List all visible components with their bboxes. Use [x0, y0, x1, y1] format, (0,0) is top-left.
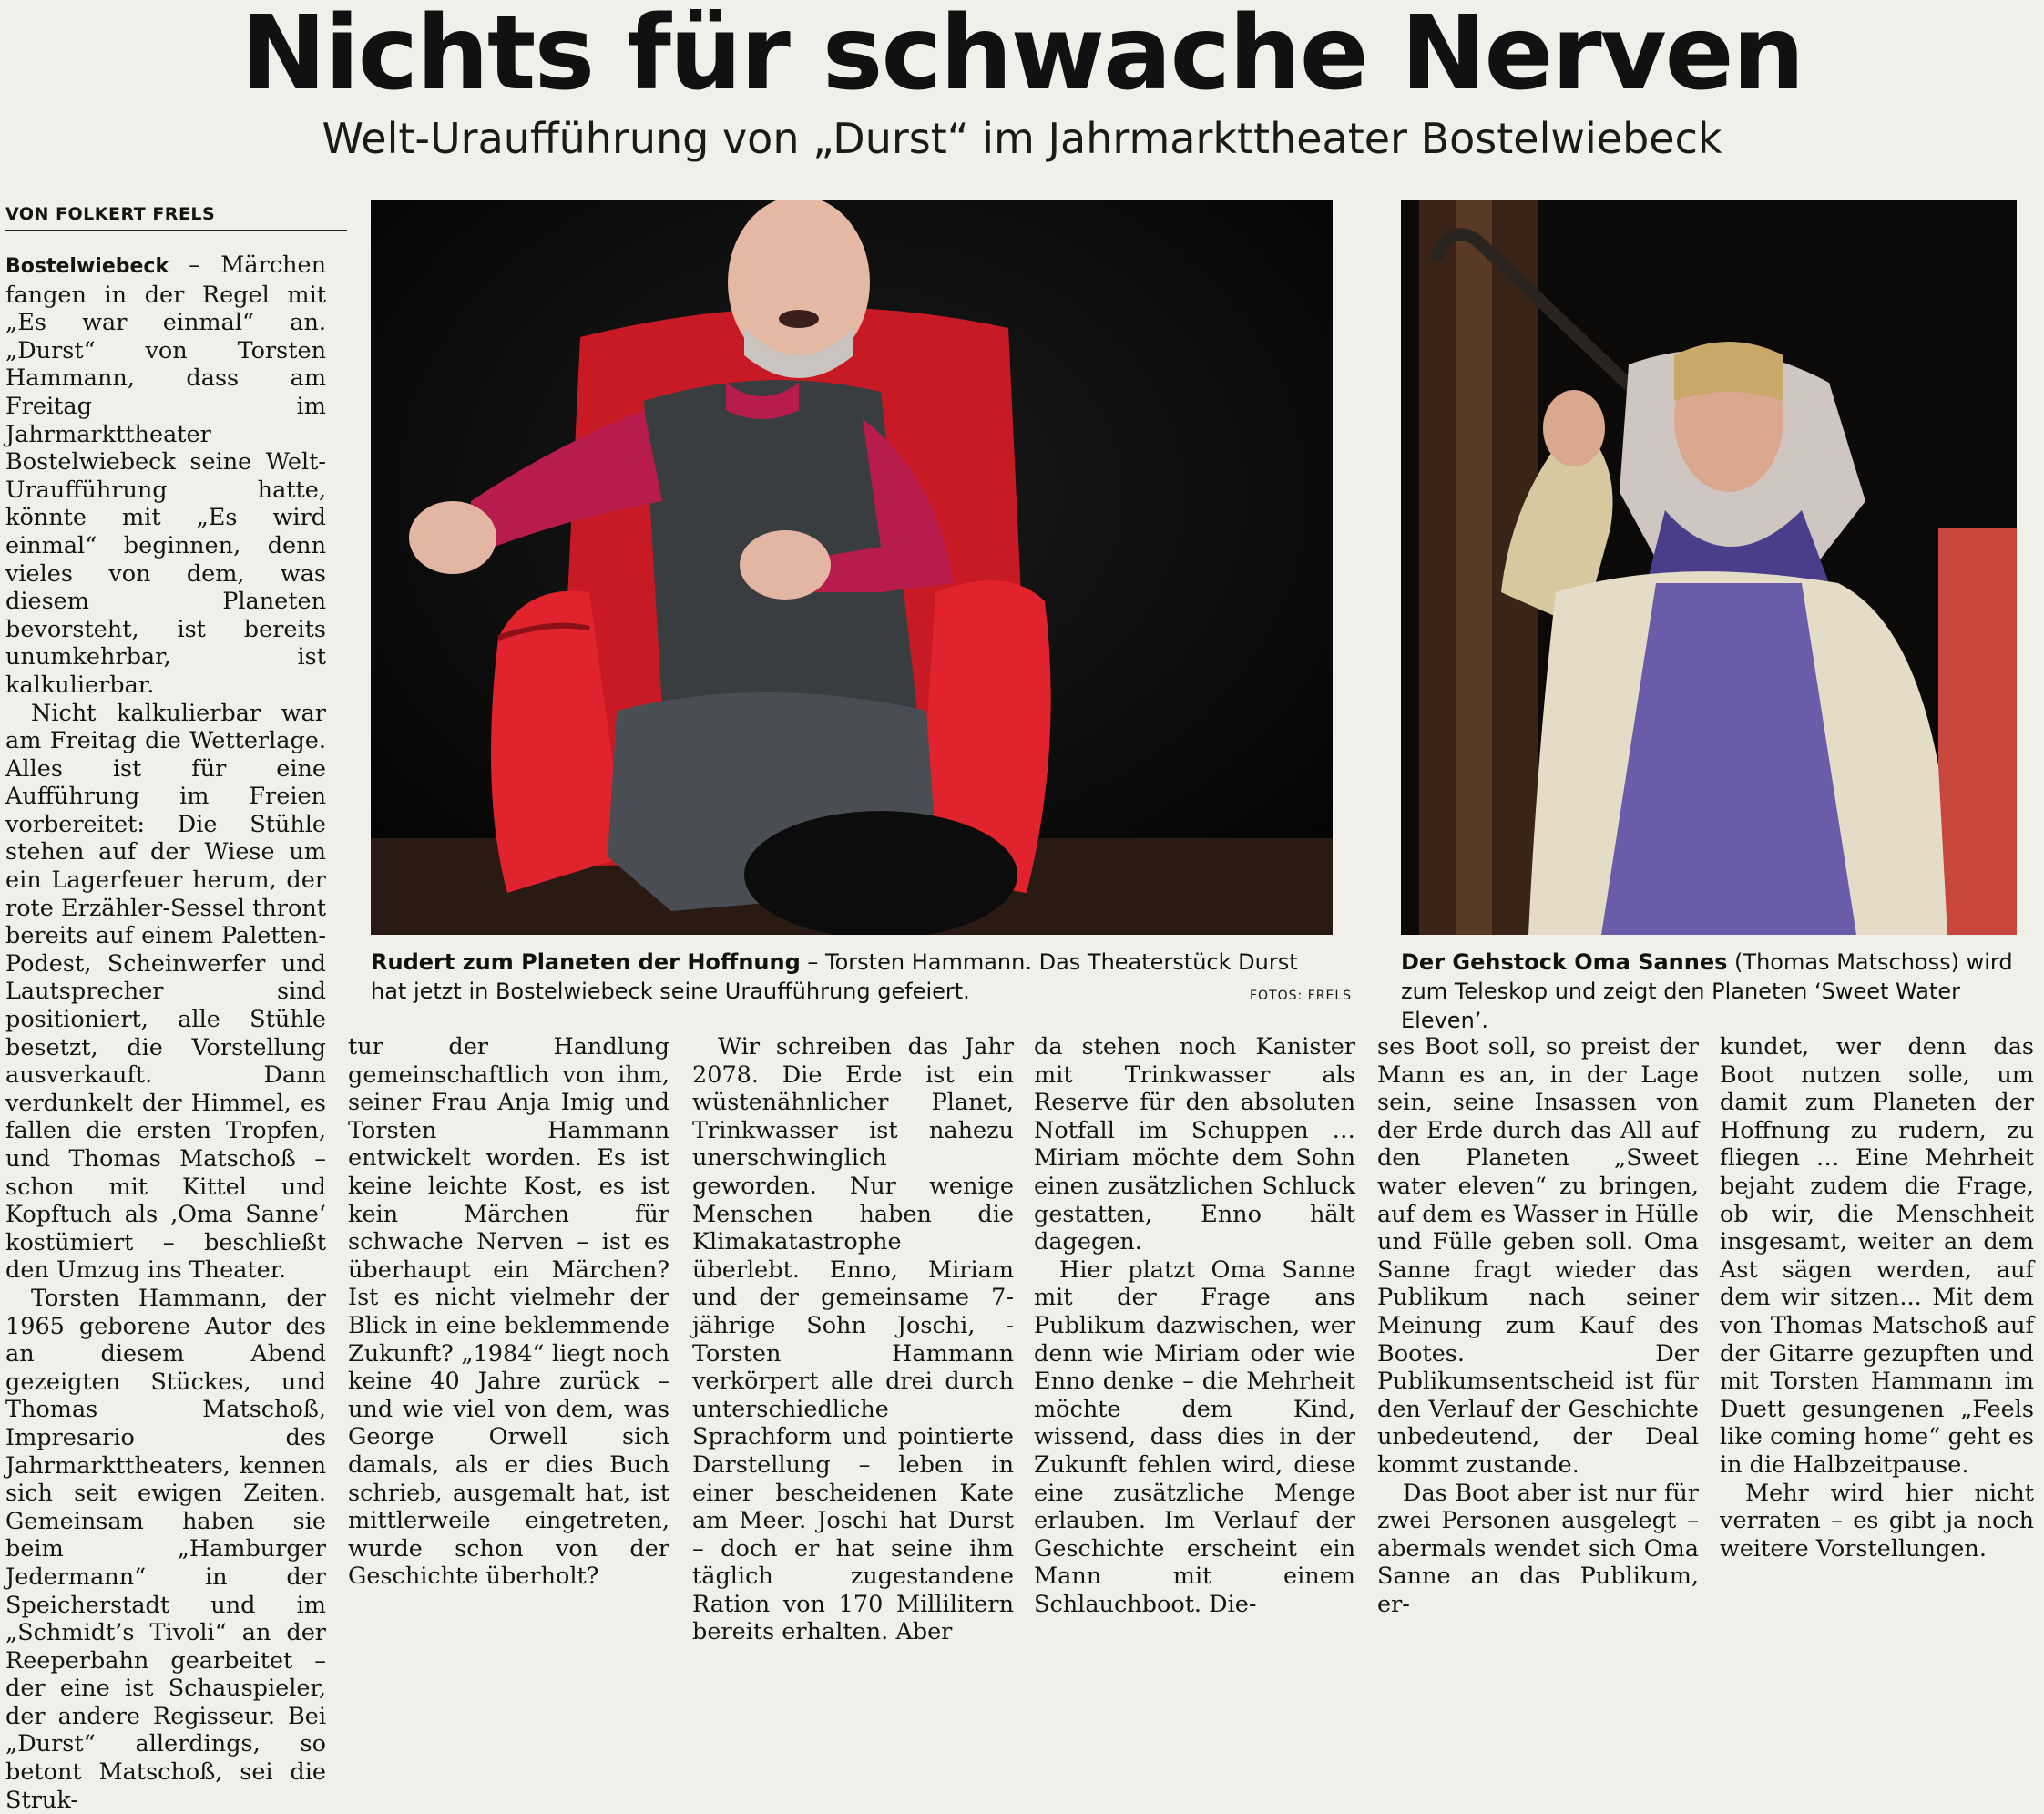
column-6 [1720, 1033, 2034, 1563]
photo-thomas-matschoss [1401, 200, 2017, 935]
column-3 [692, 1033, 1014, 1646]
photo-torsten-hammann [371, 200, 1333, 935]
column-2 [348, 1033, 669, 1591]
paragraph: kundet, wer denn das Boot nutzen solle, um damit zum Planeten der Hoffnung zu rudern, zu fliegen … Eine Mehrheit bejaht zudem die Frage, ob wir, die Menschheit insgesamt, weiter an dem Ast sägen werden, auf dem wir sitzen... Mit dem von Thomas Matschoß auf der Gitarre gezupften und mit Torsten Hammann im Duett gesungenen „Feels like coming home“ geht es in die Halbzeitpause. [1720, 1033, 2034, 1479]
photo-credit: FOTOS: FRELS [1250, 989, 1353, 1003]
caption-title: Der Gehstock Oma Sannes [1401, 949, 1728, 975]
subheadline: Welt-Uraufführung von „Durst“ im Jahrmarkttheater Bostelwiebeck [322, 114, 1722, 163]
paragraph: Nicht kalkulierbar war am Freitag die Wetterlage. Alles ist für eine Aufführung im Freien vorbereitet: Die Stühle stehen auf der Wiese um ein Lagerfeuer herum, der rote Erzähler-Sessel thront bereits auf einem Paletten-Podest, Scheinwerfer und Lautsprecher sind positioniert, alle Stühle besetzt, die Vorstellung ausverkauft. Dann verdunkelt der Himmel, es fallen die ersten Tropfen, und Thomas Matschoß – schon mit Kittel und Kopftuch als ‚Oma Sanne‘ kostümiert – beschließt den Umzug ins Theater. [5, 699, 326, 1285]
paragraph: da stehen noch Kanister mit Trinkwasser als Reserve für den absoluten Notfall im Schuppen … Miriam möchte dem Sohn einen zusätzlichen Schluck gestatten, Enno hält dagegen. [1034, 1033, 1355, 1256]
paragraph: ses Boot soll, so preist der Mann es an, in der Lage sein, seine Insassen von der Erde durch das All auf den Planeten „Sweet water eleven“ zu bringen, auf dem es Wasser in Hülle und Fülle geben soll. Oma Sanne fragt wieder das Publikum nach seiner Meinung zum Kauf des Bootes. Der Publikumsentscheid ist für den Verlauf der Geschichte unbedeutend, der Deal kommt zustande. [1377, 1033, 1699, 1479]
paragraph: Hier platzt Oma Sanne mit der Frage ans Publikum dazwischen, wer denn wie Miriam oder wie Enno denke – die Mehrheit möchte dem Kind, wissend, dass dies in der Zukunft fehlen wird, diese eine zusätzliche Menge erlauben. Im Verlauf der Geschichte erscheint ein Mann mit einem Schlauchboot. Die- [1034, 1255, 1355, 1618]
paragraph: tur der Handlung gemeinschaftlich von ihm, seiner Frau Anja Imig und Torsten Hammann entwickelt worden. Es ist keine leichte Kost, es ist kein Märchen für schwache Nerven – ist es überhaupt ein Märchen? Ist es nicht vielmehr der Blick in eine beklemmende Zukunft? „1984“ liegt noch keine 40 Jahre zurück – und wie viel von dem, was George Orwell sich damals, als er dies Buch schrieb, ausgemalt hat, ist mittlerweile eingetreten, wurde schon von der Geschichte überholt? [348, 1033, 669, 1591]
photo-illustration [1401, 200, 2017, 935]
caption-title: Rudert zum Planeten der Hoffnung [371, 949, 801, 975]
byline: VON FOLKERT FRELS [5, 202, 347, 231]
lead-paragraph: Bostelwiebeck – Märchen fangen in der Regel mit „Es war einmal“ an. „Durst“ von Torsten Hammann, dass am Freitag im Jahrmarkttheater Bostelwiebeck seine Welt-Uraufführung hatte, könnte mit „Es wird einmal“ beginnen, denn vieles von dem, was diesem Planeten bevorsteht, ist bereits unumkehrbar, ist kalkulierbar. [5, 251, 326, 699]
column-5 [1377, 1033, 1699, 1618]
photo-caption-2: Der Gehstock Oma Sannes (Thomas Matschoss) wird zum Teleskop und zeigt den Planeten ‘Sweet Water Eleven’. [1401, 949, 2013, 1033]
column-1 [5, 251, 326, 1814]
paragraph: Das Boot aber ist nur für zwei Personen ausgelegt – abermals wendet sich Oma Sanne an das Publikum, er- [1377, 1479, 1699, 1618]
paragraph: Mehr wird hier nicht verraten – es gibt ja noch weitere Vorstellungen. [1720, 1479, 2034, 1563]
photo-illustration [371, 200, 1333, 935]
column-4 [1034, 1033, 1355, 1618]
headline: Nichts für schwache Nerven [240, 0, 1804, 113]
paragraph: Wir schreiben das Jahr 2078. Die Erde ist ein wüstenähnlicher Planet, Trinkwasser ist nahezu unerschwinglich geworden. Nur wenige Menschen haben die Klimakatastrophe überlebt. Enno, Miriam und der gemeinsame 7-jährige Sohn Joschi, - Torsten Hammann verkörpert alle drei durch unterschiedliche Sprachform und pointierte Darstellung – leben in einer bescheidenen Kate am Meer. Joschi hat Durst – doch er hat seine ihm täglich zugestandene Ration von 170 Millilitern bereits erhalten. Aber [692, 1033, 1014, 1646]
dateline: Bostelwiebeck [5, 255, 169, 278]
paragraph: Torsten Hammann, der 1965 geborene Autor des an diesem Abend gezeigten Stückes, und Thomas Matschoß, Impresario des Jahrmarkttheaters, kennen sich seit ewigen Zeiten. Gemeinsam haben sie beim „Hamburger Jedermann“ in der Speicherstadt und im „Schmidt’s Tivoli“ an der Reeperbahn gearbeitet – der eine ist Schauspieler, der andere Regisseur. Bei „Durst“ allerdings, so betont Matschoß, sei die Struk- [5, 1284, 326, 1814]
photo-caption-1: Rudert zum Planeten der Hoffnung – Torsten Hammann. Das Theaterstück Durst hat jetzt in Bostelwiebeck seine Uraufführung gefeiert. [371, 949, 1298, 1004]
